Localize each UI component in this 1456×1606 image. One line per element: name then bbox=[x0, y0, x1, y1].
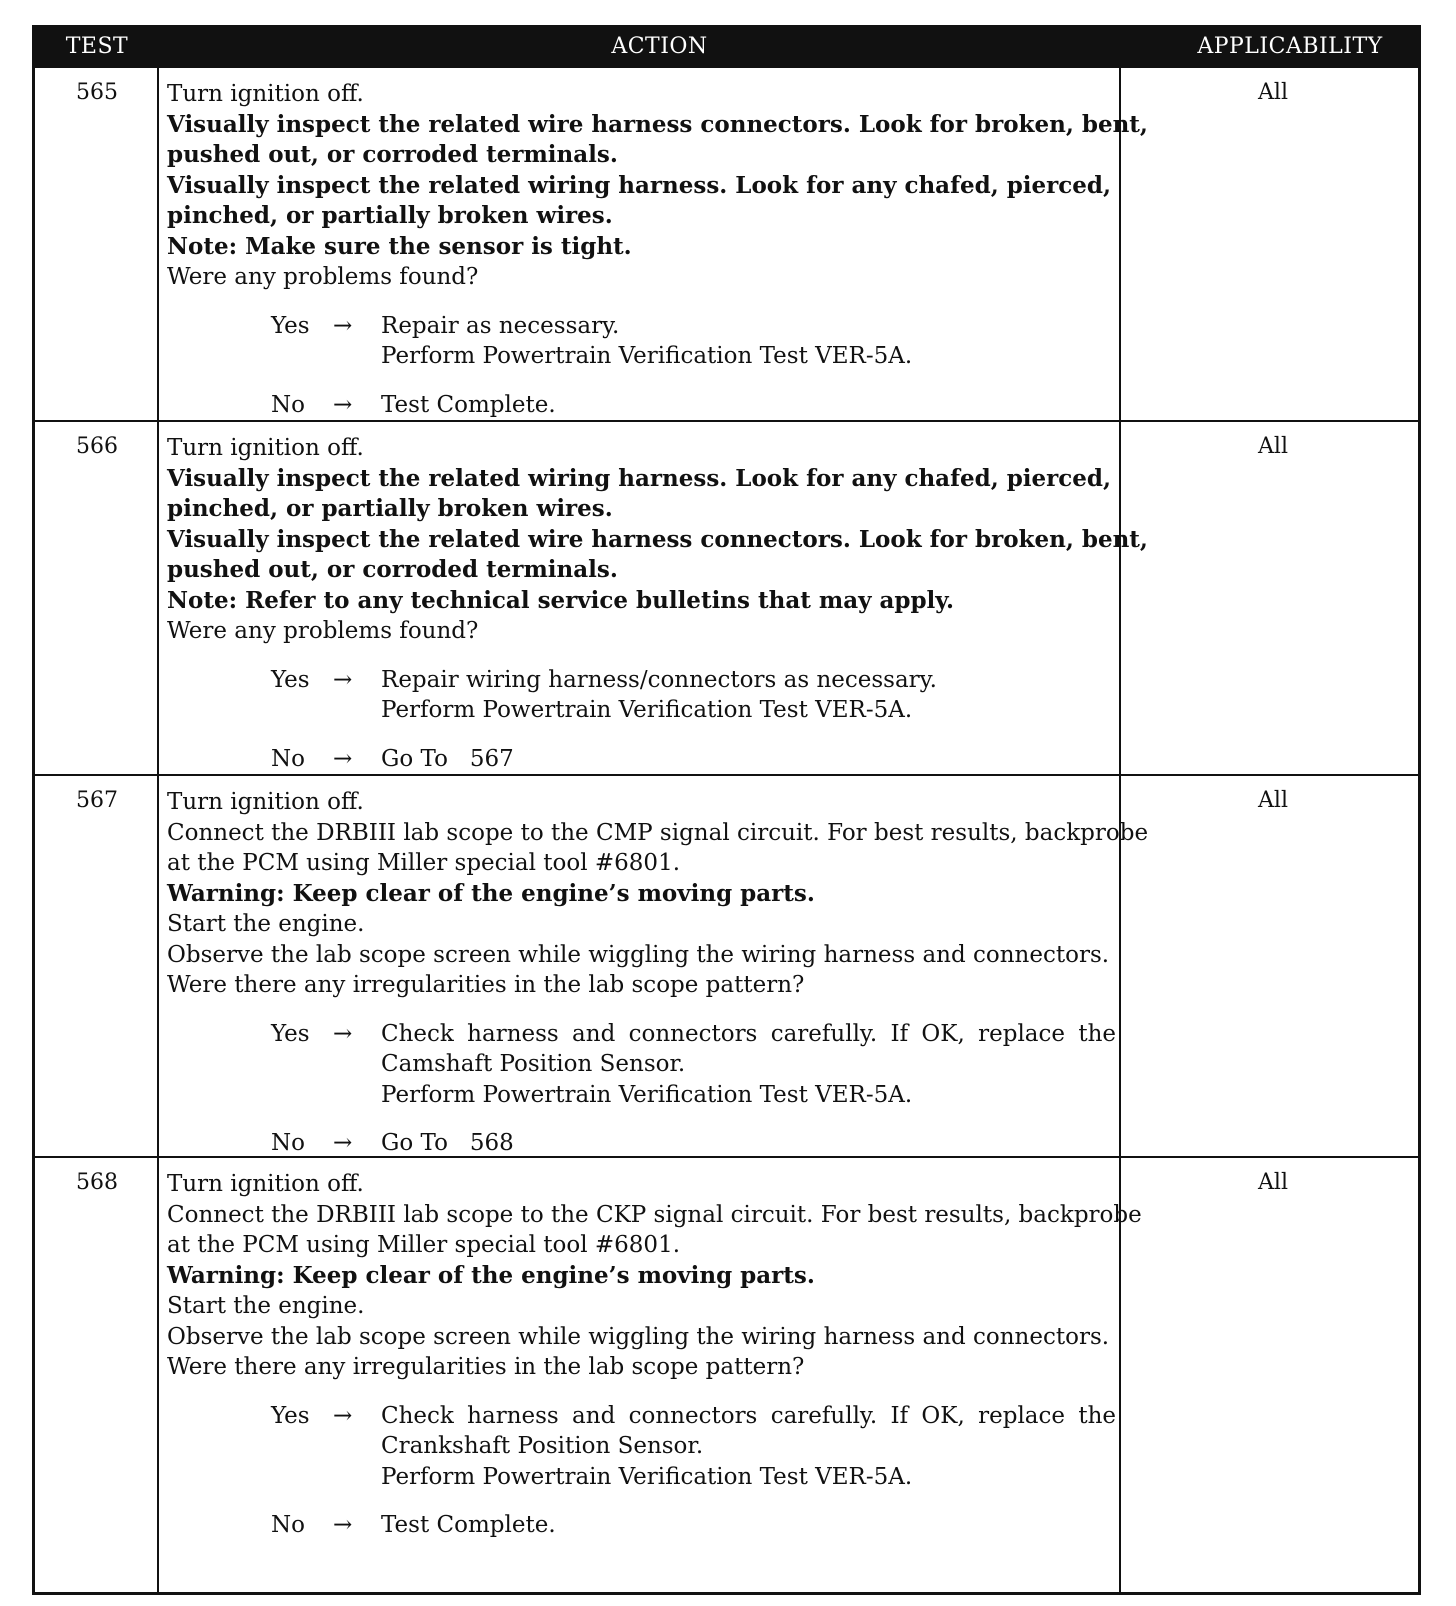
yes-label: Yes bbox=[271, 666, 310, 693]
test-number: 565 bbox=[76, 80, 118, 105]
applicability-value: All bbox=[1258, 434, 1288, 459]
yes-action: Repair wiring harness/connectors as necessary. bbox=[381, 666, 937, 693]
header-applicability: APPLICABILITY bbox=[1197, 34, 1383, 59]
arrow-icon: → bbox=[333, 391, 353, 418]
no-label: No bbox=[271, 391, 305, 418]
yes-action: Check harness and connectors carefully. If OK, replace the bbox=[381, 1402, 1116, 1429]
no-action: Test Complete. bbox=[381, 1512, 556, 1538]
action-line: Visually inspect the related wire harness connectors. Look for broken, bent, bbox=[167, 110, 1148, 138]
no-option bbox=[167, 1510, 1155, 1541]
yes-option bbox=[167, 311, 1155, 342]
action-line: Visually inspect the related wiring harness. Look for any chafed, pierced, bbox=[167, 464, 1111, 492]
action-line: Connect the DRBIII lab scope to the CKP signal circuit. For best results, backprobe bbox=[167, 1201, 1142, 1228]
yes-option bbox=[167, 1019, 1155, 1050]
applicability-value: All bbox=[1258, 80, 1288, 105]
no-label: No bbox=[271, 745, 305, 772]
yes-action: Perform Powertrain Verification Test VER-5A. bbox=[381, 697, 913, 723]
diagnostic-test-table bbox=[32, 25, 1421, 1595]
question-line: Were any problems found? bbox=[167, 264, 479, 290]
action-cell bbox=[167, 433, 1155, 774]
action-line: Start the engine. bbox=[167, 1293, 365, 1319]
test-number: 566 bbox=[76, 434, 118, 459]
yes-action: Perform Powertrain Verification Test VER-5A. bbox=[381, 1463, 913, 1490]
yes-action: Camshaft Position Sensor. bbox=[381, 1051, 686, 1077]
no-option bbox=[167, 390, 1155, 421]
test-number: 568 bbox=[76, 1170, 118, 1195]
table-row bbox=[35, 1158, 1418, 1568]
arrow-icon: → bbox=[333, 312, 353, 339]
no-action: Go To 567 bbox=[381, 745, 514, 772]
warning-line: Warning: Keep clear of the engine’s moving parts. bbox=[167, 879, 815, 907]
yes-option bbox=[167, 665, 1155, 696]
arrow-icon: → bbox=[333, 745, 353, 772]
arrow-icon: → bbox=[333, 666, 353, 693]
action-line: Observe the lab scope screen while wiggling the wiring harness and connectors. bbox=[167, 1323, 1110, 1350]
arrow-icon: → bbox=[333, 1402, 353, 1429]
action-line: Connect the DRBIII lab scope to the CMP signal circuit. For best results, backprobe bbox=[167, 819, 1149, 846]
action-line: pushed out, or corroded terminals. bbox=[167, 141, 618, 168]
applicability-value: All bbox=[1258, 1170, 1288, 1195]
action-line: pinched, or partially broken wires. bbox=[167, 495, 613, 522]
no-label: No bbox=[271, 1512, 305, 1538]
action-line: Observe the lab scope screen while wiggling the wiring harness and connectors. bbox=[167, 941, 1110, 968]
yes-action: Crankshaft Position Sensor. bbox=[381, 1433, 704, 1459]
yes-action: Repair as necessary. bbox=[381, 312, 620, 339]
table-header bbox=[35, 28, 1418, 68]
question-line: Were any problems found? bbox=[167, 618, 479, 644]
action-line: at the PCM using Miller special tool #6801. bbox=[167, 1232, 681, 1258]
action-cell bbox=[167, 79, 1155, 420]
no-action: Go To 568 bbox=[381, 1130, 514, 1156]
question-line: Were there any irregularities in the lab scope pattern? bbox=[167, 972, 805, 998]
question-line: Were there any irregularities in the lab scope pattern? bbox=[167, 1354, 805, 1380]
warning-line: Warning: Keep clear of the engine’s moving parts. bbox=[167, 1261, 815, 1289]
action-line: Turn ignition off. bbox=[167, 435, 364, 461]
table-row bbox=[35, 776, 1418, 1156]
yes-action: Perform Powertrain Verification Test VER-5A. bbox=[381, 1081, 913, 1108]
action-cell bbox=[167, 787, 1155, 1159]
action-line: Turn ignition off. bbox=[167, 81, 364, 107]
action-line: Turn ignition off. bbox=[167, 1171, 364, 1197]
note-line: Note: Refer to any technical service bulletins that may apply. bbox=[167, 586, 955, 614]
yes-action: Check harness and connectors carefully. If OK, replace the bbox=[381, 1020, 1116, 1047]
yes-action: Perform Powertrain Verification Test VER-5A. bbox=[381, 343, 913, 369]
no-label: No bbox=[271, 1130, 305, 1156]
header-test: TEST bbox=[65, 34, 129, 59]
no-option bbox=[167, 744, 1155, 775]
action-line: pinched, or partially broken wires. bbox=[167, 202, 613, 229]
yes-label: Yes bbox=[271, 312, 310, 339]
table-row bbox=[35, 422, 1418, 774]
note-line: Note: Make sure the sensor is tight. bbox=[167, 232, 632, 260]
applicability-value: All bbox=[1258, 788, 1288, 813]
no-action: Test Complete. bbox=[381, 391, 556, 418]
yes-label: Yes bbox=[271, 1020, 310, 1047]
header-action: ACTION bbox=[611, 34, 708, 59]
yes-label: Yes bbox=[271, 1402, 310, 1429]
table-row bbox=[35, 68, 1418, 420]
action-line: Visually inspect the related wiring harness. Look for any chafed, pierced, bbox=[167, 171, 1111, 199]
arrow-icon: → bbox=[333, 1020, 353, 1047]
action-cell bbox=[167, 1169, 1155, 1541]
arrow-icon: → bbox=[333, 1130, 353, 1156]
test-number: 567 bbox=[76, 788, 118, 813]
arrow-icon: → bbox=[333, 1512, 353, 1538]
action-line: Visually inspect the related wire harness connectors. Look for broken, bent, bbox=[167, 525, 1148, 553]
no-option bbox=[167, 1128, 1155, 1159]
action-line: Turn ignition off. bbox=[167, 789, 364, 815]
action-line: at the PCM using Miller special tool #6801. bbox=[167, 850, 681, 876]
yes-option bbox=[167, 1401, 1155, 1432]
action-line: Start the engine. bbox=[167, 911, 365, 937]
action-line: pushed out, or corroded terminals. bbox=[167, 556, 618, 583]
